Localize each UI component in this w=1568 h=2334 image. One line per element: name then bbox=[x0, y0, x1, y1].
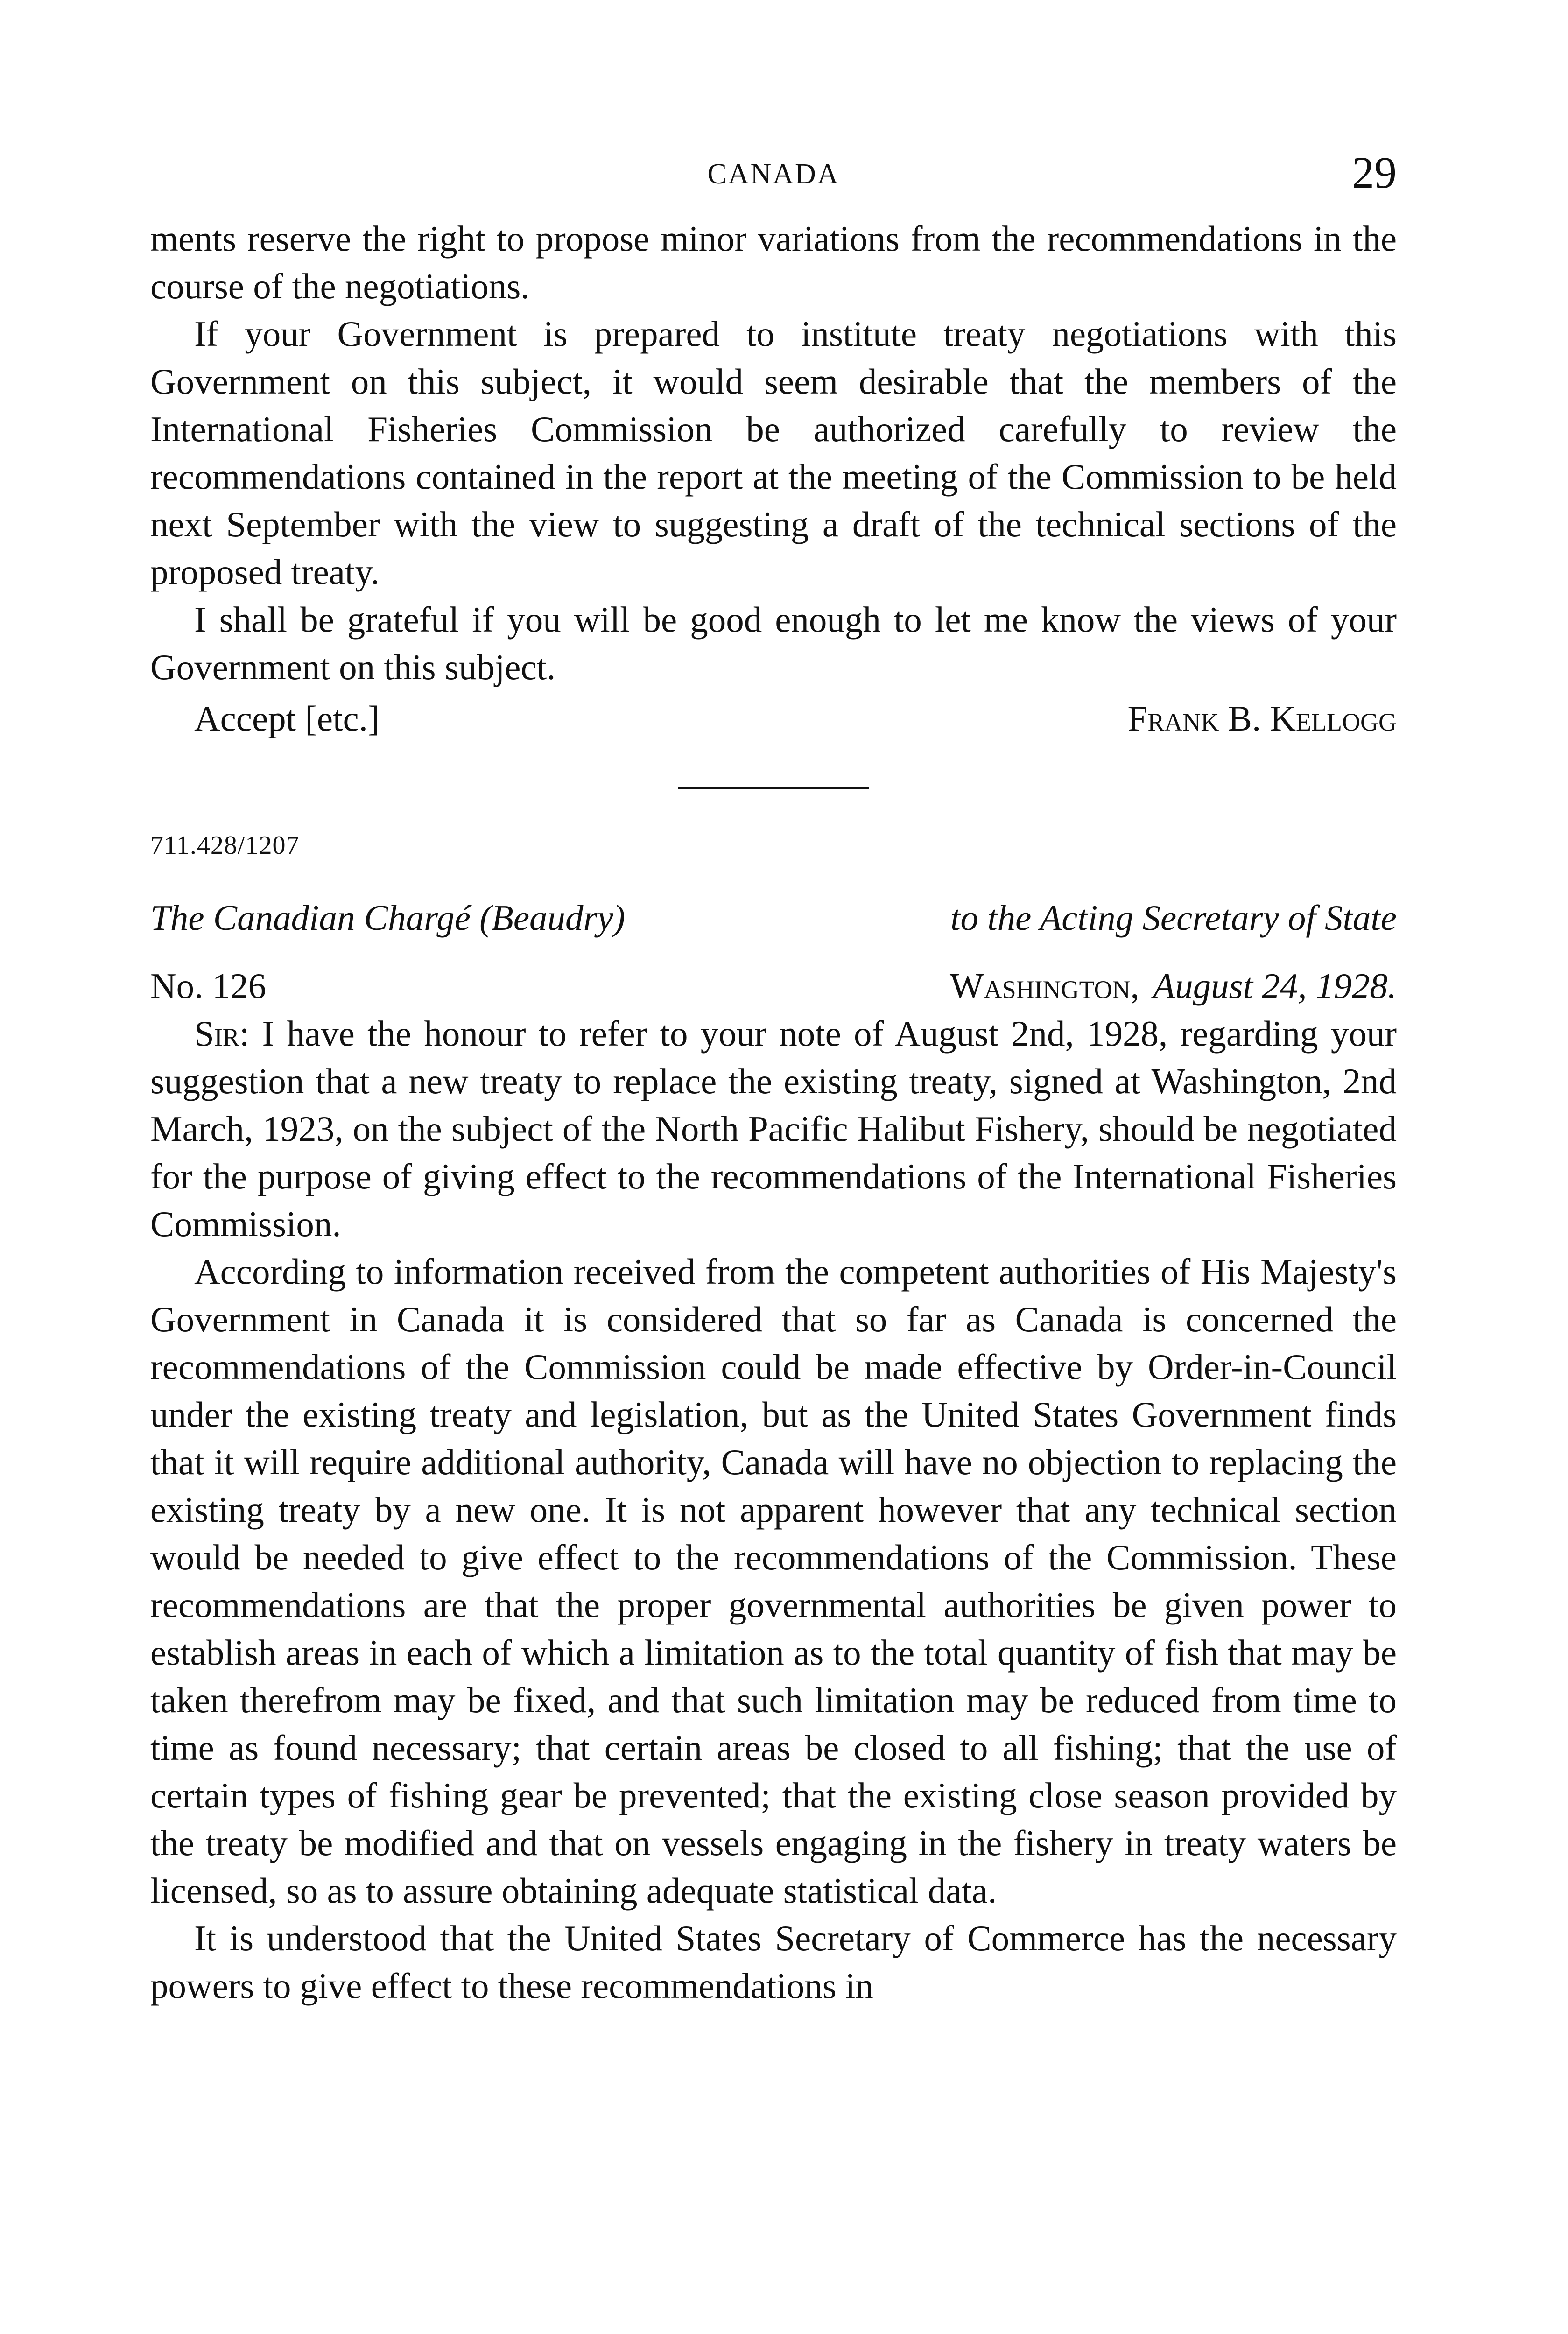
file-number: 711.428/1207 bbox=[150, 831, 300, 860]
body-paragraph: I shall be grateful if you will be good enough to let me know the views of your Government on this subject. bbox=[150, 599, 1397, 687]
heading-from: The Canadian Chargé (Beaudry) bbox=[150, 898, 626, 938]
body-paragraph: If your Government is prepared to institute treaty negotiations with this Government on this subject, it would seem desirable that the members of the International Fisheries Commission be authorized carefully to review the recommendations contained in the report at the meeting of the Commission to be held next September with the view to suggesting a draft of the technical sections of the proposed treaty. bbox=[150, 314, 1397, 592]
heading-to: to the Acting Secretary of State bbox=[950, 898, 1397, 938]
complimentary-close: Accept [etc.] bbox=[194, 698, 380, 738]
document-heading bbox=[150, 894, 1397, 942]
body-paragraph bbox=[150, 1010, 1397, 1248]
salutation-text: : I have the honour to refer to your note of August 2nd, 1928, regarding your suggestion that a new treaty to replace the existing treaty, signed at Washington, 2nd March, 1923, on the subject of the North Pacific Halibut Fishery, should be negotiated for the purpose of giving effect to the recommendations of the International Fisheries Commission. bbox=[150, 1013, 1397, 1244]
running-header bbox=[150, 135, 1397, 215]
document-page bbox=[150, 135, 1397, 2010]
body-paragraph: According to information received from the competent authorities of His Majesty's Government in Canada it is considered that so far as Canada is concerned the recommendations of the Commission could be made effective by Order-in-Council under the existing treaty and legislation, but as the United States Government finds that it will require additional authority, Canada will have no objection to replacing the existing treaty by a new one. It is not apparent however that any technical section would be needed to give effect to the recommendations of the Commission. These recommendations are that the proper governmental authorities be given power to establish areas in each of which a limitation as to the total quantity of fish that may be taken therefrom may be fixed, and that such limitation may be reduced from time to time as found necessary; that certain areas be closed to all fishing; that the use of certain types of fishing gear be prevented; that the existing close season provided by the treaty be modified and that on vessels engaging in the fishery in treaty waters be licensed, so as to assure obtaining adequate statistical data. bbox=[150, 1251, 1397, 1911]
closing-row bbox=[150, 695, 1397, 742]
body-paragraph: It is understood that the United States Secretary of Commerce has the necessary powers to give effect to these recommendations in bbox=[150, 1918, 1397, 2006]
section-divider bbox=[678, 787, 869, 789]
document-number: No. 126 bbox=[150, 966, 267, 1006]
running-title: CANADA bbox=[707, 158, 840, 190]
salutation: Sir bbox=[194, 1013, 239, 1054]
date: August 24, 1928. bbox=[1153, 966, 1397, 1006]
page-number: 29 bbox=[1352, 148, 1397, 197]
place-date bbox=[950, 962, 1397, 1010]
continuation-paragraph: ments reserve the right to propose minor variations from the recommendations in the course of the negotiations. bbox=[150, 218, 1397, 306]
dateline bbox=[150, 962, 1397, 1010]
place: Washington, bbox=[949, 966, 1139, 1006]
signature: Frank B. Kellogg bbox=[1127, 698, 1397, 738]
